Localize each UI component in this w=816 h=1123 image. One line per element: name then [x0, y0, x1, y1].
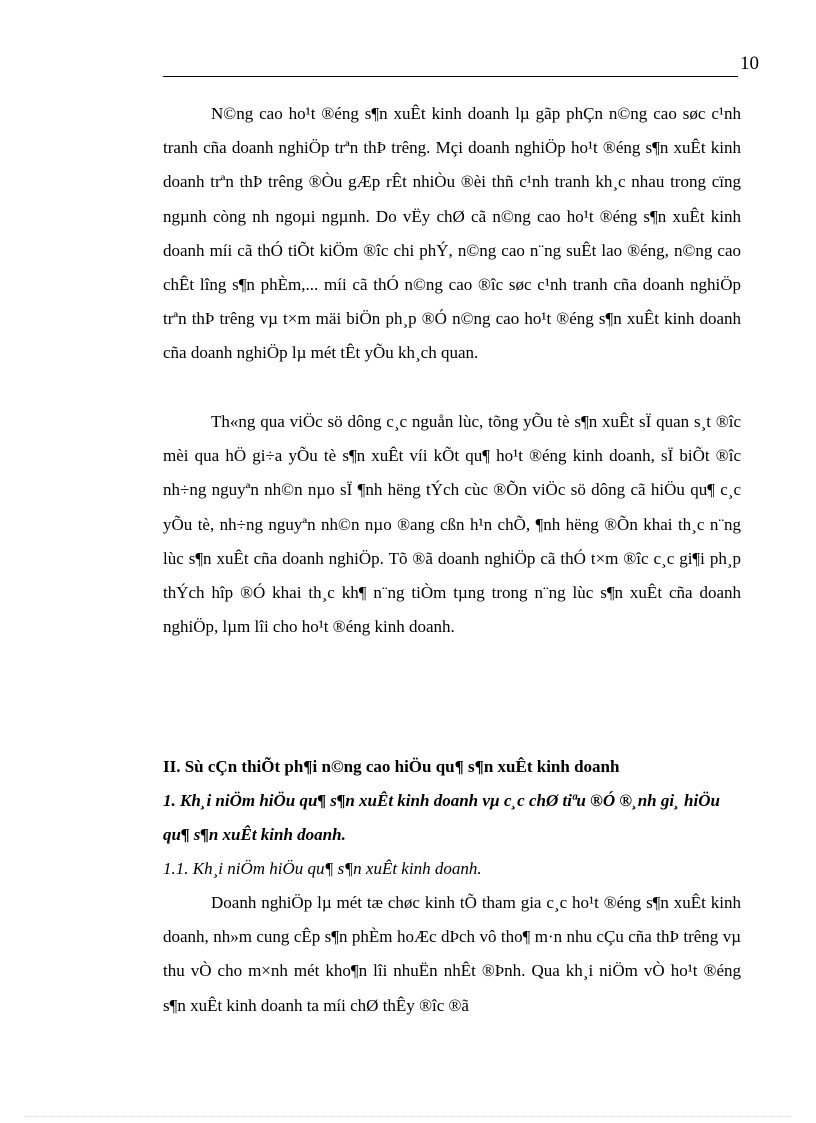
paragraph-1: N©ng cao ho¹t ®éng s¶n xuÊt kinh doanh lµ gãp phÇn n©ng cao søc c¹nh tranh cña doanh nghiÖp trªn thÞ trêng. Mçi doanh nghiÖp ho¹t ®éng s¶n xuÊt kinh doanh trªn thÞ trêng ®Òu gÆp rÊt nhiÒu ®èi thñ c¹nh tranh kh¸c nhau trong cïng ngµnh còng nh ngoµi ngµnh. Do vËy chØ cã n©ng cao ho¹t ®éng s¶n xuÊt kinh doanh míi cã thÓ tiÕt kiÖm ®îc chi phÝ, n©ng cao n¨ng suÊt lao ®éng, n©ng cao chÊt lîng s¶n phÈm,... míi cã thÓ n©ng cao ®îc søc c¹nh tranh cña doanh nghiÖp trªn thÞ trêng vµ t×m mäi biÖn ph¸p ®Ó n©ng cao ho¹t ®éng s¶n xuÊt kinh doanh cña doanh nghiÖp lµ mét tÊt yÕu kh¸ch quan.: [163, 104, 741, 363]
header-rule: [163, 76, 738, 77]
paragraph-3: Doanh nghiÖp lµ mét tæ chøc kinh tÕ tham gia c¸c ho¹t ®éng s¶n xuÊt kinh doanh, nh»m cung cÊp s¶n phÈm hoÆc dÞch vô tho¶ m·n nhu cÇu cña thÞ trêng vµ thu vÒ cho m×nh mét kho¶n lîi nhuËn nhÊt ®Þnh. Qua kh¸i niÖm vÒ ho¹t ®éng s¶n xuÊt kinh doanh ta míi chØ thÊy ®îc ®ã: [163, 893, 741, 1015]
page-number: 10: [740, 53, 759, 74]
subsubsection-heading: 1.1. Kh¸i niÖm hiÖu qu¶ s¶n xuÊt kinh doanh.: [163, 859, 482, 878]
page-bottom-border: [24, 1116, 792, 1117]
section-heading: II. Sù cÇn thiÕt ph¶i n©ng cao hiÖu qu¶ s¶n xuÊt kinh doanh: [163, 757, 620, 776]
paragraph-2: Th«ng qua viÖc sö dông c¸c nguån lùc, tõng yÕu tè s¶n xuÊt sÏ quan s¸t ®îc mèi qua hÖ gi÷a yÕu tè s¶n xuÊt víi kÕt qu¶ ho¹t ®éng kinh doanh, sÏ biÕt ®îc nh÷ng nguyªn nh©n nµo sÏ ¶nh hëng tÝch cùc ®Õn viÖc sö dông cã hiÖu qu¶ c¸c yÕu tè, nh÷ng nguyªn nh©n nµo ®ang cßn h¹n chÕ, ¶nh hëng ®Õn khai th¸c n¨ng lùc s¶n xuÊt cña doanh nghiÖp. Tõ ®ã doanh nghiÖp cã thÓ t×m ®îc c¸c gi¶i ph¸p thÝch hîp ®Ó khai th¸c kh¶ n¨ng tiÒm tµng trong n¨ng lùc s¶n xuÊt cña doanh nghiÖp, lµm lîi cho ho¹t ®éng kinh doanh.: [163, 412, 741, 637]
subsection-heading: 1. Kh¸i niÖm hiÖu qu¶ s¶n xuÊt kinh doanh vµ c¸c chØ tiªu ®Ó ®¸nh gi¸ hiÖu qu¶ s¶n xuÊt kinh doanh.: [163, 791, 720, 844]
